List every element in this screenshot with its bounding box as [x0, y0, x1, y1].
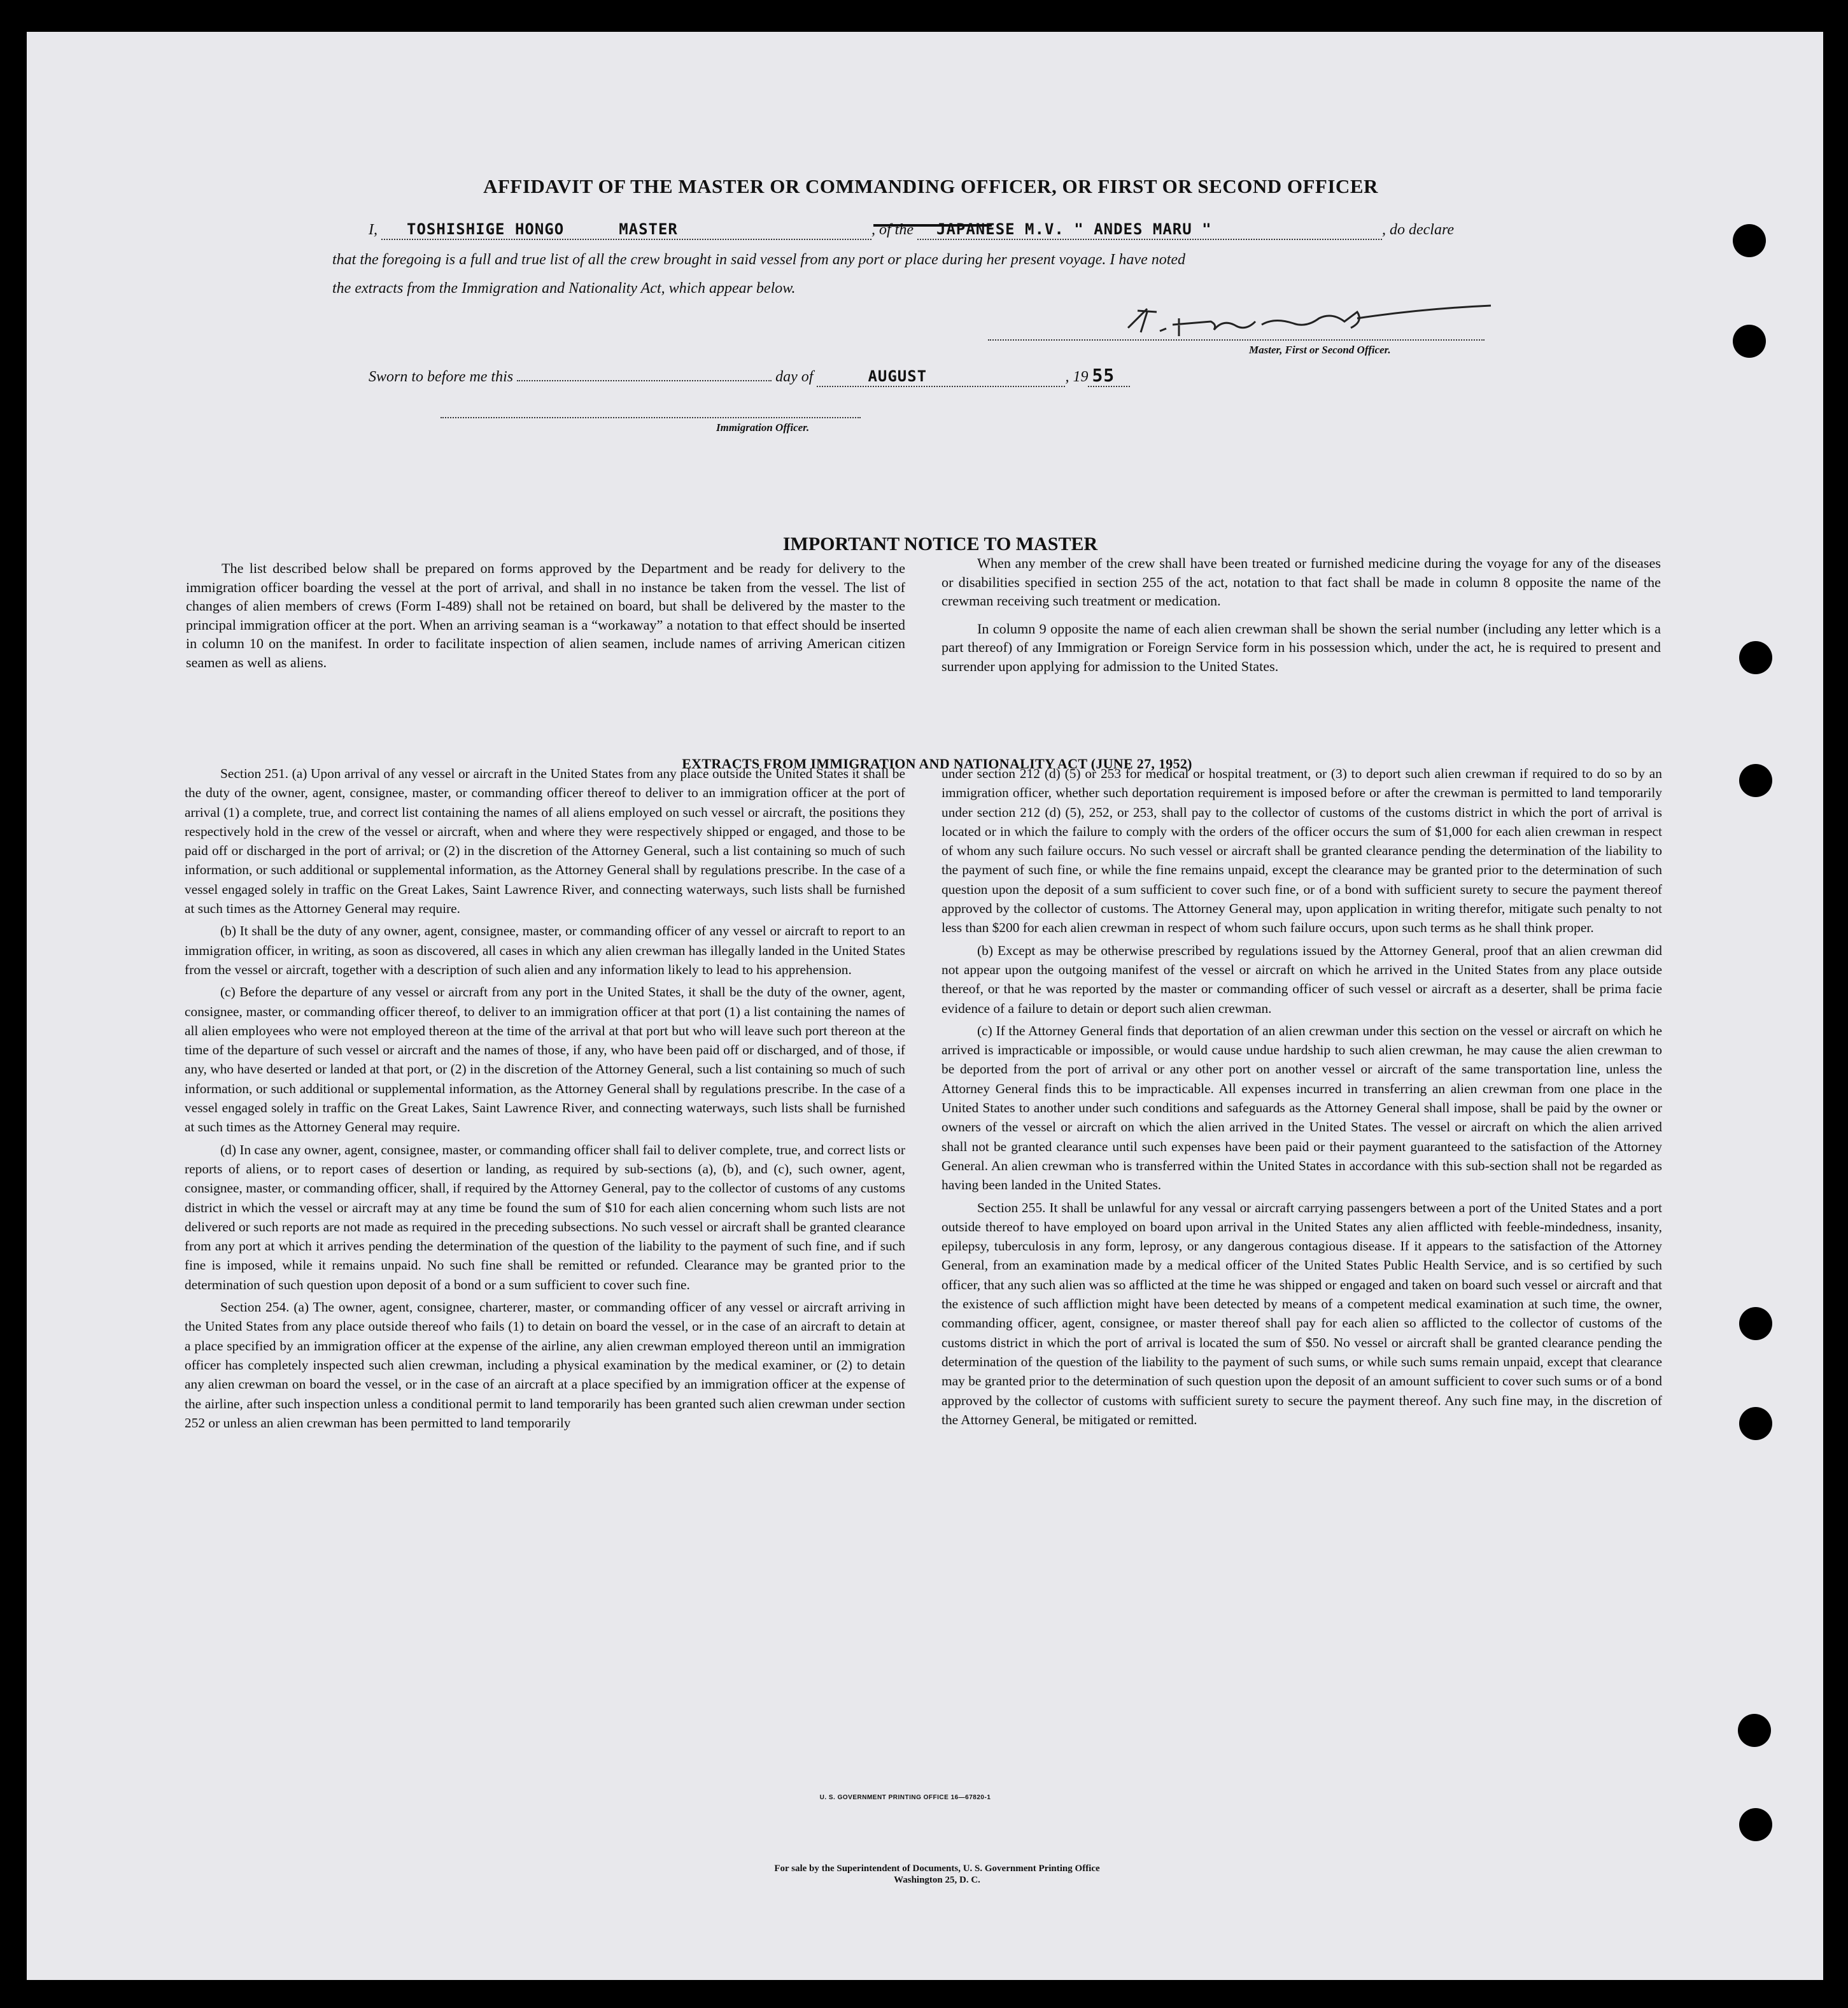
vessel-name: JAPANESE M.V. " ANDES MARU ": [936, 220, 1212, 238]
month-field: [817, 367, 1065, 387]
document-page: [27, 32, 1823, 1980]
vessel-field: [917, 220, 1382, 240]
punch-hole: [1733, 325, 1766, 358]
affidavit-title: AFFIDAVIT OF THE MASTER OR COMMANDING OFFICER, OR FIRST OR SECOND OFFICER: [483, 175, 1378, 197]
do-declare-label: , do declare: [1382, 222, 1455, 238]
month-value: AUGUST: [868, 367, 928, 385]
master-rank: MASTER: [619, 220, 678, 238]
punch-hole: [1738, 1714, 1771, 1747]
section-255: Section 255. It shall be unlawful for any vessal or aircraft carrying passengers between a port of the United States and a port outside thereof to have employed on board upon arrival in the United States any alien afflicted with feeble-mindedness, insanity, epilepsy, tuberculosis in any form, leprosy, or any dangerous contagious disease. If it appears to the satisfaction of the Attorney General, from an examination made by a medical officer of the United States Public Health Service, and is so certified by such officer, that any such alien was so afflicted at the time he was shipped or engaged and taken on board such vessel or aircraft and that the existence of such affliction might have been detected by means of a competent medical examination at such time, the owner, commanding officer, agent, consignee, or master thereof shall pay for each alien so afflicted to the collector of customs of the customs district in which the port of arrival is located the sum of $50. No vessel or aircraft shall be granted clearance pending the determination of the question of the liability to the payment of such sums, or while such sums remain unpaid, except that clearance may be granted prior to the determination of such question upon the deposit of an amount sufficient to cover such sums or of a bond approved by the collector of customs with sufficient surety to secure the payment thereof. Any such fine may, in the discretion of the Attorney General, be mitigated or remitted.: [942, 1199, 1662, 1427]
punch-hole: [1739, 1407, 1772, 1440]
sale-line-2: Washington 25, D. C.: [894, 1875, 980, 1885]
punch-hole: [1733, 224, 1766, 257]
declaration-line-1: [369, 220, 1514, 246]
signature-caption: Master, First or Second Officer.: [1249, 344, 1391, 356]
immigration-officer-caption: Immigration Officer.: [716, 421, 810, 434]
punch-hole: [1739, 641, 1772, 674]
punch-hole: [1739, 1307, 1772, 1340]
master-signature: [1103, 293, 1516, 344]
extracts-right-column: [942, 764, 1662, 1432]
notice-left-column: [186, 559, 905, 674]
section-254-a-continued: under section 212 (d) (5) or 253 for medical or hospital treatment, or (3) to deport such alien crewman if required to do so by an immigration officer, whether such deportation requirement is imposed before or after the crewman is permitted to land temporarily under section 212 (d) (5), 252, or 253, shall pay to the collector of customs of the customs district in which the port of arrival is located or in which the failure to comply with the orders of the officer occurs the sum of $1,000 for each alien crewman in respect of whom any such failure occurs. No such vessel or aircraft shall be granted clearance pending the determination of the liability to the payment of such fine, or while the fine remains unpaid, except the clearance may be granted prior to the determination of such question upon the deposit of a sum sufficient to cover such fine, or of a bond with sufficient surety to secure the payment thereof approved by the collector of customs. The Attorney General may, upon application in writing therefor, mitigate such penalty to not less than $200 for each alien crewman in respect of whom such failure occurs, upon such terms as he shall think proper.: [942, 766, 1662, 936]
i-label: I,: [369, 222, 377, 238]
master-name: TOSHISHIGE HONGO: [407, 220, 565, 238]
immigration-officer-line: [441, 417, 861, 418]
section-251-c: (c) Before the departure of any vessel or aircraft from any port in the United States, it shall be the duty of the owner, agent, consignee, master, or commanding officer thereof, to deliver to an immigration officer at that port (1) a list containing the names of all alien employees who were not employed thereon at the time of the arrival at that port but who will leave such port thereon at the time of the departure of such vessel or aircraft and the names of those, if any, who have been paid off or discharged, and of those, if any, who have deserted or landed at that port, or (2) in the discretion of the Attorney General, such a list containing so much of such information, or such additional or supplemental information, as the Attorney General shall by regulations prescribe. In the case of a vessel engaged solely in traffic on the Great Lakes, Saint Lawrence River, and connecting waterways, such lists shall be furnished at such times as the Attorney General may require.: [185, 984, 905, 1135]
section-251-d: (d) In case any owner, agent, consignee, master, or commanding officer shall fail to deliver complete, true, and correct lists or reports of aliens, or to report cases of desertion or landing, as required by sub-sections (a), (b), and (c), such owner, agent, consignee, master, or commanding officer, shall, if required by the Attorney General, pay to the collector of customs of any customs district in which the vessel or aircraft may at any time be found the sum of $10 for each alien concerning whom such lists are not delivered or such reports are not made as required in the preceding subsections. No such vessel or aircraft shall be granted clearance from any port at which it arrives pending the determination of the question of the liability to the payment of such fine, and if such fine is imposed, while it remains unpaid. No such fine shall be remitted or refunded. Clearance may be granted prior to the determination of such question upon deposit of a bond or a sum sufficient to cover such fine.: [185, 1142, 905, 1292]
year-value: 55: [1092, 365, 1115, 386]
section-254-a: Section 254. (a) The owner, agent, consignee, charterer, master, or commanding officer of any vessel or aircraft arriving in the United States from any place outside thereof who fails (1) to detain on board the vessel, or in the case of an aircraft to detain at a place specified by an immigration officer at the expense of the airline, any alien crewman employed thereon until an immigration officer has completely inspected such alien crewman, including a physical examination by the medical examiner, or (2) to detain any alien crewman on board the vessel, or in the case of an aircraft at a place specified by an immigration officer at the expense of the airline, after such inspection unless a conditional permit to land temporarily has been granted such alien crewman under section 252 or unless an alien crewman has been permitted to land temporarily: [185, 1299, 905, 1431]
section-251-a: Section 251. (a) Upon arrival of any vessel or aircraft in the United States from any place outside the United States it shall be the duty of the owner, agent, consignee, master, or commanding officer thereof to deliver to an immigration officer at the port of arrival (1) a complete, true, and correct list containing the names of all aliens employed on such vessel or aircraft, the positions they respectively hold in the crew of the vessel or aircraft, when and where they were respectively shipped or engaged, and those to be paid off or discharged in the port of arrival; or (2) in the discretion of the Attorney General, such a list containing so much of such information, or such additional or supplemental information, as the Attorney General shall by regulations prescribe. In the case of a vessel engaged solely in traffic on the Great Lakes, Saint Lawrence River, and connecting waterways, such lists shall be furnished at such times as the Attorney General may require.: [185, 766, 905, 917]
section-251-b: (b) It shall be the duty of any owner, agent, consignee, master, or commanding officer of any vessel or aircraft to report to an immigration officer, in writing, as soon as discovered, all cases in which any alien crewman has illegally landed in the United States from the vessel or aircraft, together with a description of such alien and any information likely to lead to his apprehension.: [185, 923, 905, 977]
punch-hole: [1739, 764, 1772, 797]
section-254-c: (c) If the Attorney General finds that deportation of an alien crewman under this section on the vessel or aircraft on which he arrived is impracticable or impossible, or would cause undue hardship to such alien crewman, he may cause the alien crewman to be deported from the port of arrival or any other port on another vessel or aircraft of the same transportation line, unless the Attorney General finds this to be impracticable. All expenses incurred in transferring an alien crewman from one place in the United States to another under such conditions and safeguards as the Attorney General shall impose, shall be paid by the owner or owners of the vessel or aircraft on which the alien arrived in the United States. The vessel or aircraft on which the alien arrived shall not be granted clearance until such expenses have been paid or their payment guaranteed to the satisfaction of the Attorney General. An alien crewman who is transferred within the United States in accordance with this sub-section shall not be regarded as having been landed in the United States.: [942, 1022, 1662, 1193]
sale-notice: [587, 1863, 1287, 1886]
notice-left-paragraph: The list described below shall be prepared on forms approved by the Department and be ready for delivery to the immigration officer boarding the vessel at the port of arrival, and shall in no instance be taken from the vessel. The list of changes of alien members of crews (Form I-489) shall not be retained on board, but shall be delivered by the master to the principal immigration officer at the port. When an arriving seaman is a “workaway” a notation to that effect should be inserted in column 10 on the manifest. In order to facilitate inspection of alien seamen, include names of arriving American citizen seamen as well as aliens.: [186, 560, 905, 670]
sale-line-1: For sale by the Superintendent of Documents, U. S. Government Printing Office: [774, 1863, 1100, 1874]
gpo-imprint: U. S. GOVERNMENT PRINTING OFFICE 16—67820-1: [819, 1794, 991, 1801]
sworn-line: [369, 365, 1323, 387]
signature-line: [988, 339, 1485, 341]
punch-hole: [1739, 1808, 1772, 1841]
master-field: [381, 220, 871, 240]
extracts-title: EXTRACTS FROM IMMIGRATION AND NATIONALITY ACT (JUNE 27, 1952): [682, 756, 1192, 772]
section-254-b: (b) Except as may be otherwise prescribed by regulations issued by the Attorney General, proof that an alien crewman did not appear upon the outgoing manifest of the vessel or aircraft on which he arrived in the United States from any place outside thereof, or that he was reported by the master or commanding officer of such vessel or aircraft as a deserter, shall be prima facie evidence of a failure to detain or deport such alien crewman.: [942, 942, 1662, 1016]
notice-title: IMPORTANT NOTICE TO MASTER: [782, 534, 1098, 555]
sworn-label: Sworn to before me this: [369, 369, 514, 385]
of-the-label: , of the: [871, 222, 913, 238]
year-prefix: , 19: [1065, 369, 1089, 385]
notice-right-paragraph-1: When any member of the crew shall have been treated or furnished medicine during the voyage for any of the diseases or disabilities specified in section 255 of the act, notation to that fact shall be made in column 8 opposite the name of the crewman receiving such treatment or medication.: [942, 555, 1661, 609]
declaration-line-2: that the foregoing is a full and true list of all the crew brought in said vessel from any port or place during her present voyage. I have noted: [332, 251, 1186, 268]
day-of-label: day of: [775, 369, 814, 385]
day-field: [517, 367, 772, 381]
notice-right-column: [942, 554, 1661, 677]
year-field: [1088, 365, 1130, 387]
notice-right-paragraph-2: In column 9 opposite the name of each alien crewman shall be shown the serial number (including any letter which is a part thereof) of any Immigration or Foreign Service form in his possession which, under the act, he is required to present and surrender upon applying for admission to the United States.: [942, 620, 1661, 674]
extracts-left-column: [185, 764, 905, 1436]
declaration-line-3: the extracts from the Immigration and Nationality Act, which appear below.: [332, 280, 796, 297]
